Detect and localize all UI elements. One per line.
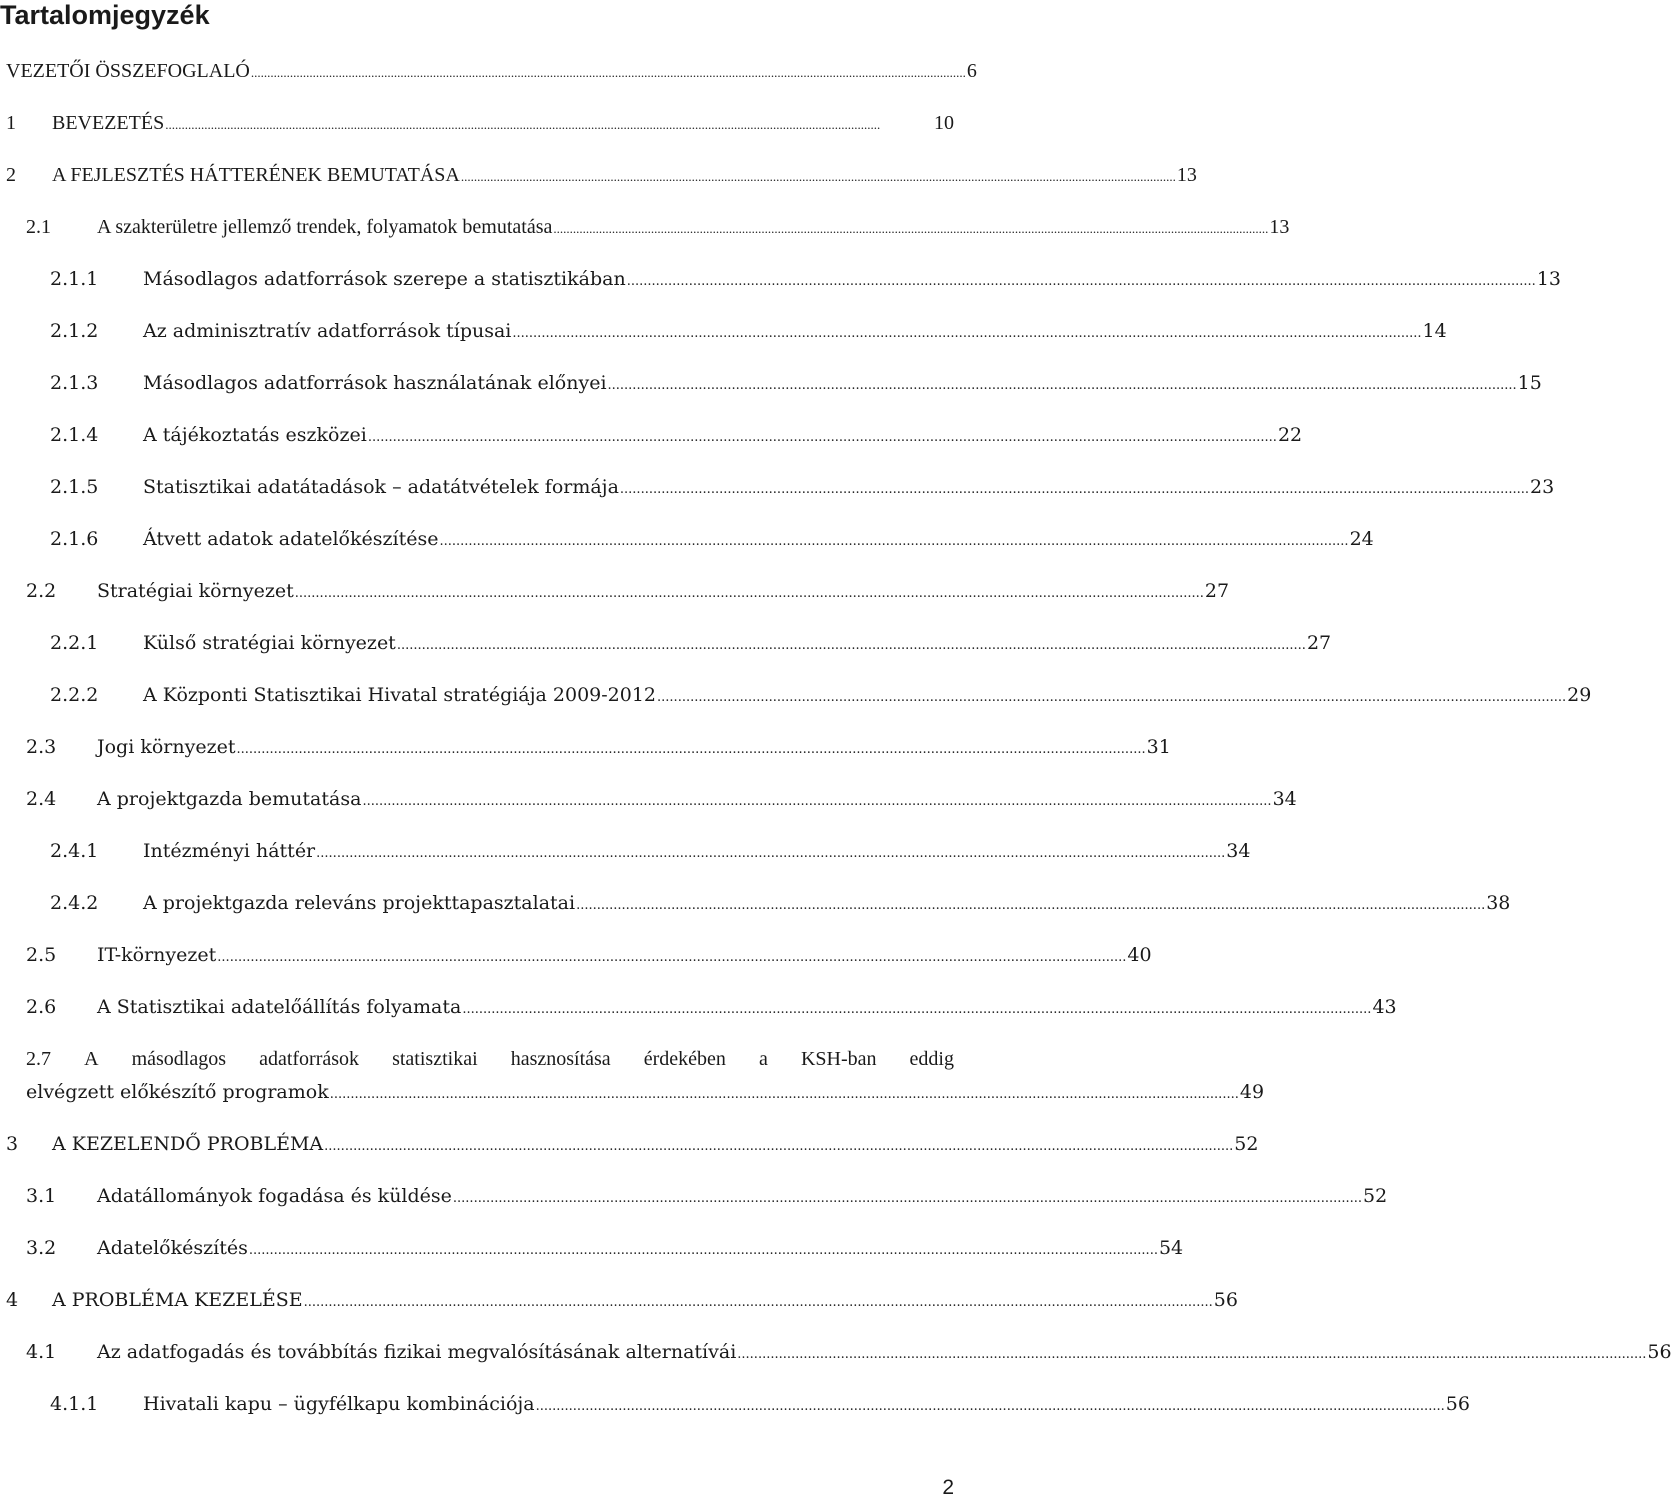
toc-entry-word: statisztikai: [392, 1048, 478, 1070]
toc-entry[interactable]: [26, 786, 1297, 815]
toc-entry-page: 56: [1213, 1289, 1238, 1311]
toc-entry[interactable]: [26, 1339, 1672, 1368]
toc-entry-page: 23: [1530, 476, 1555, 498]
toc-entry[interactable]: [50, 838, 1251, 867]
dot-leader: [512, 321, 1421, 347]
toc-entry[interactable]: [6, 162, 1197, 190]
dot-leader: [330, 1082, 1239, 1108]
toc-entry-label: Az adminisztratív adatforrások típusai: [143, 320, 512, 342]
toc-entry[interactable]: [50, 474, 1555, 503]
dot-leader: [368, 425, 1277, 451]
toc-entry-word: a: [758, 1048, 768, 1070]
toc-entry-page: 38: [1486, 892, 1511, 914]
toc-entry-number: 2.1.5: [50, 476, 99, 498]
toc-entry-number: 4.1.1: [50, 1393, 99, 1415]
toc-entry-number: 2.5: [26, 944, 57, 966]
toc-entry-word: eddig: [909, 1048, 954, 1070]
toc-entry-number: 2.6: [26, 996, 57, 1018]
toc-entry[interactable]: [26, 994, 1397, 1023]
toc-entry-number: 4: [6, 1289, 19, 1311]
toc-entry-page: 15: [1517, 372, 1542, 394]
toc-entry-number: 2.7: [26, 1048, 51, 1070]
dot-leader: [304, 1290, 1213, 1316]
toc-entry-number: 2.1.3: [50, 372, 99, 394]
toc-entry[interactable]: [26, 214, 1290, 242]
dot-leader: [627, 269, 1536, 295]
toc-entry-label: IT-környezet: [97, 944, 217, 966]
toc-entry-page: 27: [1204, 580, 1230, 602]
toc-entry-word: érdekében: [643, 1048, 726, 1070]
toc-entry-number: 2.3: [26, 736, 57, 758]
toc-entry-number: 2.1.6: [50, 528, 99, 550]
toc-entry-number: 2: [6, 164, 16, 186]
dot-leader: [362, 789, 1271, 815]
dot-leader: [324, 1134, 1233, 1160]
toc-entry[interactable]: [50, 422, 1303, 451]
toc-entry-label: Az adatfogadás és továbbítás fizikai megvalósításának alternatívái: [97, 1341, 737, 1363]
toc-entry-page: 40: [1127, 944, 1152, 966]
toc-entry-number: 2.1.4: [50, 424, 99, 446]
toc-entry-word: KSH-ban: [800, 1048, 877, 1070]
dot-leader: [536, 1394, 1445, 1420]
toc-entry-number: 2.1.2: [50, 320, 99, 342]
dot-leader: [217, 945, 1126, 971]
dot-leader: [251, 60, 966, 86]
dot-leader: [576, 893, 1485, 919]
toc-entry-page: 13: [1269, 216, 1290, 238]
dot-leader: [249, 1238, 1158, 1264]
toc-entry-word: A: [84, 1048, 99, 1070]
toc-entry-label: Külső stratégiai környezet: [143, 632, 396, 654]
toc-entry-label: Adatállományok fogadása és küldése: [97, 1185, 452, 1207]
toc-entry-number: 3.1: [26, 1185, 57, 1207]
toc-entry-label: A FEJLESZTÉS HÁTTERÉNEK BEMUTATÁSA: [52, 164, 460, 186]
toc-entry[interactable]: [50, 526, 1374, 555]
toc-entry-page: 52: [1363, 1185, 1388, 1207]
dot-leader: [295, 581, 1204, 607]
toc-entry-label: A tájékoztatás eszközei: [143, 424, 367, 446]
toc-entry-number: 2.4.2: [50, 892, 99, 914]
toc-entry-number: 1: [6, 112, 16, 134]
toc-entry-label: A Központi Statisztikai Hivatal stratégiája 2009-2012: [143, 684, 657, 706]
toc-entry[interactable]: [6, 1287, 1238, 1316]
dot-leader: [608, 373, 1517, 399]
toc-entry-word: másodlagos: [131, 1048, 227, 1070]
toc-entry-label: BEVEZETÉS: [52, 112, 165, 134]
toc-entry-number: 3.2: [26, 1237, 57, 1259]
toc-entry-label: A projektgazda bemutatása: [97, 788, 362, 810]
toc-entry[interactable]: [26, 734, 1171, 763]
toc-entry-page: 49: [1239, 1081, 1265, 1103]
dot-leader: [165, 112, 933, 138]
dot-leader: [453, 1186, 1362, 1212]
toc-entry[interactable]: [50, 370, 1542, 399]
toc-entry[interactable]: [50, 890, 1511, 919]
toc-entry-number: 2.1: [26, 216, 51, 238]
toc-entry-page: 22: [1277, 424, 1303, 446]
toc-entry-number: 2.4.1: [50, 840, 99, 862]
dot-leader: [316, 841, 1225, 867]
toc-entry-label: Jogi környezet: [97, 736, 236, 758]
toc-entry-page: 43: [1372, 996, 1397, 1018]
toc-entry[interactable]: [6, 58, 977, 86]
toc-entry-number: 2.2.1: [50, 632, 99, 654]
toc-entry-label: A PROBLÉMA KEZELÉSE: [52, 1289, 303, 1311]
toc-entry-page: 34: [1226, 840, 1251, 862]
toc-entry-page: 56: [1647, 1341, 1672, 1363]
toc-entry-page: 31: [1146, 736, 1171, 758]
toc-entry[interactable]: [26, 1183, 1388, 1212]
toc-entry-number: 2.2: [26, 580, 57, 602]
toc-entry-page: 24: [1349, 528, 1374, 550]
toc-entry-label: Átvett adatok adatelőkészítése: [143, 528, 439, 550]
toc-entry[interactable]: [26, 942, 1152, 971]
toc-entry-word: hasznosítása: [510, 1048, 611, 1070]
toc-entry[interactable]: [50, 1391, 1470, 1420]
toc-entry-label: Adatelőkészítés: [97, 1237, 248, 1259]
toc-entry-word: adatforrások: [259, 1048, 360, 1070]
toc-entry[interactable]: [50, 682, 1592, 711]
toc-entry-page: 27: [1306, 632, 1332, 654]
toc-entry[interactable]: [50, 266, 1562, 295]
toc-entry-label: Stratégiai környezet: [97, 580, 294, 602]
toc-entry[interactable]: [6, 1131, 1259, 1160]
toc-entry[interactable]: [50, 318, 1447, 347]
toc-entry-label: elvégzett előkészítő programok: [26, 1081, 329, 1103]
dot-leader: [397, 633, 1306, 659]
dot-leader: [657, 685, 1566, 711]
toc-entry[interactable]: [26, 1235, 1184, 1264]
toc-entry[interactable]: [26, 578, 1230, 607]
page-title: Tartalomjegyzék: [0, 0, 210, 30]
dot-leader: [462, 997, 1371, 1023]
toc-entry-page: 14: [1422, 320, 1447, 342]
toc-entry[interactable]: [50, 630, 1332, 659]
toc-entry-number: 2.4: [26, 788, 57, 810]
toc-entry-number: 3: [6, 1133, 19, 1155]
toc-entry-label: Másodlagos adatforrások szerepe a statisztikában: [143, 268, 626, 290]
toc-entry-number: 4.1: [26, 1341, 57, 1363]
toc-entry-page: 54: [1158, 1237, 1184, 1259]
toc-entry-label: A KEZELENDŐ PROBLÉMA: [52, 1133, 324, 1155]
toc-entry-label: Statisztikai adatátadások – adatátvételek formája: [143, 476, 619, 498]
toc-entry-page: 56: [1445, 1393, 1470, 1415]
toc-entry-page: 6: [966, 60, 977, 82]
dot-leader: [620, 477, 1529, 503]
toc-entry-page: 10: [934, 112, 954, 134]
toc-entry-number: 2.2.2: [50, 684, 99, 706]
toc-entry-page: 13: [1176, 164, 1197, 186]
toc-entry-label: VEZETŐI ÖSSZEFOGLALÓ: [6, 60, 250, 82]
toc-entry-page: 34: [1272, 788, 1297, 810]
toc-entry-page: 29: [1567, 684, 1592, 706]
toc-entry[interactable]: [26, 1079, 1265, 1108]
toc-entry-page: 13: [1536, 268, 1562, 290]
dot-leader: [553, 216, 1268, 242]
toc-entry-label: Másodlagos adatforrások használatának előnyei: [143, 372, 607, 394]
toc-entry-first-line[interactable]: [26, 1046, 954, 1072]
dot-leader: [461, 164, 1176, 190]
toc-entry-number: 2.1.1: [50, 268, 99, 290]
dot-leader: [236, 737, 1145, 763]
toc-entry-page: 52: [1234, 1133, 1259, 1155]
dot-leader: [439, 529, 1348, 555]
toc-entry-label: A Statisztikai adatelőállítás folyamata: [97, 996, 462, 1018]
dot-leader: [737, 1342, 1646, 1368]
page-number: 2: [942, 1476, 954, 1499]
toc-entry-label: Hivatali kapu – ügyfélkapu kombinációja: [143, 1393, 535, 1415]
toc-entry[interactable]: [6, 110, 954, 138]
toc-entry-label: A projektgazda releváns projekttapasztalatai: [143, 892, 576, 914]
toc-entry-label: A szakterületre jellemző trendek, folyamatok bemutatása: [97, 216, 553, 238]
toc-entry-label: Intézményi háttér: [143, 840, 316, 862]
